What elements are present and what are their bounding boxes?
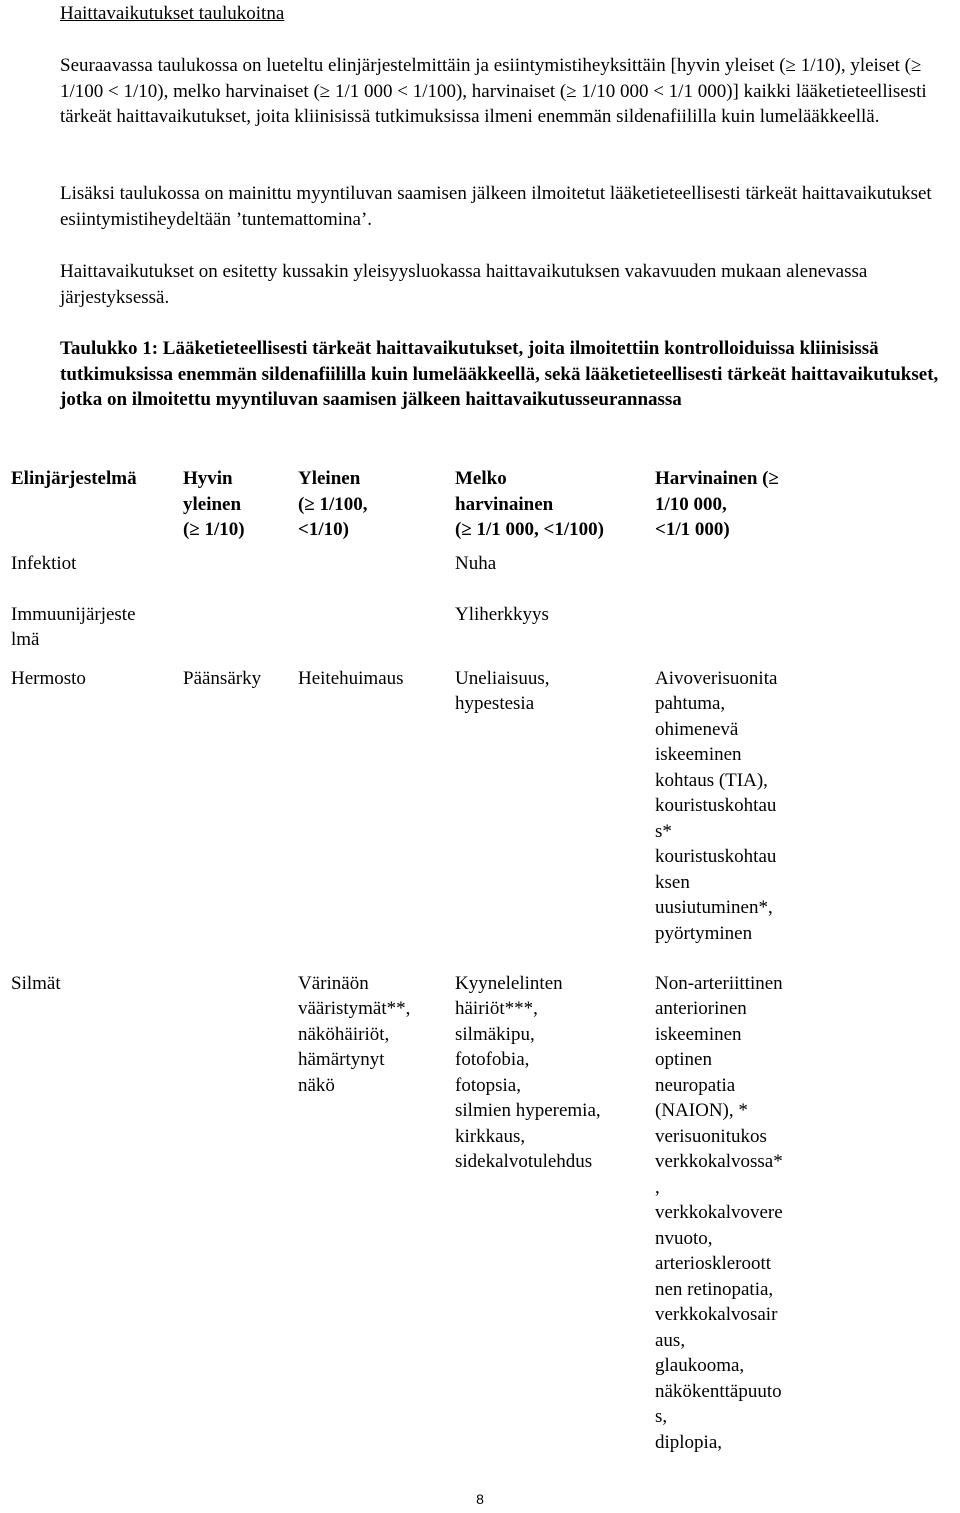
cell-uncommon <box>444 543 644 594</box>
cell-uncommon <box>444 658 644 963</box>
cell-line: vääristymät**, <box>298 998 411 1019</box>
page-number: 8 <box>476 1491 484 1507</box>
cell-very-common <box>172 963 287 1456</box>
cell-line: Uneliaisuus, <box>455 667 550 689</box>
cell-line: kirkkaus, <box>455 1125 526 1147</box>
cell-line: kouristuskohtau <box>655 846 777 867</box>
cell-line: iskeeminen <box>655 1023 742 1045</box>
cell-line: näkökenttäpuuto <box>655 1380 782 1402</box>
cell-line: , <box>655 1176 660 1198</box>
table-header-row <box>0 458 960 543</box>
cell-line: näkö <box>298 1074 335 1096</box>
cell-very-common <box>172 594 287 658</box>
cell-very-common <box>172 543 287 594</box>
cell-line: aus, <box>655 1329 686 1351</box>
ordering-paragraph: Haittavaikutukset on esitetty kussakin yleisyysluokassa haittavaikutuksen vakavuuden mukaan alenevassa järjestyksessä. <box>60 261 868 308</box>
cell-line: sidekalvotulehdus <box>455 1151 593 1172</box>
cell-line: fotopsia, <box>455 1074 521 1096</box>
cell-line: Päänsärky <box>183 667 262 689</box>
cell-line: neuropatia <box>655 1074 736 1096</box>
cell-line: 1/10 000, <box>655 493 727 515</box>
cell-line: s, <box>655 1406 668 1427</box>
postmarketing-paragraph: Lisäksi taulukossa on mainittu myyntiluvan saamisen jälkeen ilmoitetut lääketieteellisesti tärkeät haittavaikutukset esiintymistiheydeltään ’tuntemattomina’. <box>60 183 932 230</box>
cell-organ <box>0 658 172 963</box>
cell-line: verkkokalvovere <box>655 1202 783 1223</box>
cell-rare <box>644 543 960 594</box>
cell-common <box>287 658 444 963</box>
cell-uncommon <box>444 594 644 658</box>
header-organ-system: Elinjärjestelmä <box>11 468 137 489</box>
table-row <box>0 594 960 658</box>
cell-very-common <box>172 658 287 963</box>
cell-line: nen retinopatia, <box>655 1278 774 1300</box>
cell-line: (≥ 1/100, <box>298 493 368 515</box>
table-row <box>0 543 960 594</box>
intro-paragraph: Seuraavassa taulukossa on lueteltu elinjärjestelmittäin ja esiintymistiheyksittäin [hyvin yleiset (≥ 1/10), yleiset (≥ 1/100 < 1/10), melko harvinaiset (≥ 1/1 000 < 1/100), harvinaiset (≥ 1/10 000 < 1/1 000)] kaikki lääketieteellisesti tärkeät haittavaikutukset, joita kliinisissä tutkimuksissa ilmeni enemmän sildenafiililla kuin lumelääkkeellä. <box>60 55 927 127</box>
cell-line: Värinäön <box>298 972 369 994</box>
cell-rare <box>644 658 960 963</box>
cell-line: Nuha <box>455 552 497 574</box>
cell-line: kouristuskohtau <box>655 795 777 816</box>
cell-line: kohtaus (TIA), <box>655 769 768 791</box>
header-uncommon <box>444 458 644 543</box>
cell-line: Immuunijärjeste <box>11 603 136 625</box>
cell-line: diplopia, <box>655 1431 723 1453</box>
table-row <box>0 963 960 1456</box>
cell-line: Hermosto <box>11 667 86 689</box>
cell-common <box>287 543 444 594</box>
cell-line: hypestesia <box>455 693 535 714</box>
cell-line: optinen <box>655 1049 712 1070</box>
cell-line: Silmät <box>11 972 61 994</box>
header-rare <box>644 458 960 543</box>
cell-line: iskeeminen <box>655 744 742 765</box>
cell-line: anteriorinen <box>655 998 747 1019</box>
table-row <box>0 658 960 963</box>
cell-line: häiriöt***, <box>455 998 538 1019</box>
cell-common <box>287 594 444 658</box>
cell-line: uusiutuminen*, <box>655 897 773 918</box>
cell-organ <box>0 594 172 658</box>
header-very-common <box>172 458 287 543</box>
cell-line: Hyvin <box>183 468 233 489</box>
cell-line: s* <box>655 820 672 842</box>
cell-line: Yleinen <box>298 468 361 489</box>
cell-line: fotofobia, <box>455 1049 530 1070</box>
cell-uncommon <box>444 963 644 1456</box>
cell-line: ohimenevä <box>655 718 739 740</box>
cell-line: verkkokalvossa* <box>655 1151 783 1172</box>
cell-line: verisuonitukos <box>655 1125 767 1147</box>
cell-line: Yliherkkyys <box>455 603 549 625</box>
cell-line: arterioskleroott <box>655 1253 772 1274</box>
cell-line: silmien hyperemia, <box>455 1100 601 1121</box>
cell-line: pyörtyminen <box>655 922 753 944</box>
cell-common <box>287 963 444 1456</box>
cell-line: <1/10) <box>298 519 349 540</box>
cell-line: Kyynelelinten <box>455 972 563 994</box>
cell-line: lmä <box>11 629 40 650</box>
cell-line: harvinainen <box>455 493 554 515</box>
cell-line: silmäkipu, <box>455 1023 535 1045</box>
cell-rare <box>644 963 960 1456</box>
cell-line: verkkokalvosair <box>655 1304 778 1325</box>
cell-line: ksen <box>655 871 690 893</box>
cell-line: glaukooma, <box>655 1355 745 1376</box>
cell-organ <box>0 543 172 594</box>
cell-line: <1/1 000) <box>655 519 730 540</box>
cell-line: pahtuma, <box>655 693 726 714</box>
cell-line: hämärtynyt <box>298 1049 385 1070</box>
cell-line: Melko <box>455 468 507 489</box>
cell-rare <box>644 594 960 658</box>
cell-line: Aivoverisuonita <box>655 667 778 689</box>
table-caption: Taulukko 1: Lääketieteellisesti tärkeät haittavaikutukset, joita ilmoitettiin kontrolloiduissa kliinisissä tutkimuksissa enemmän sildenafiililla kuin lumelääkkeellä, sekä lääketieteellisesti tärkeät haittavaikutukset, jotka on ilmoitettu myyntiluvan saamisen jälkeen haittavaikutusseurannassa <box>60 338 939 410</box>
header-common <box>287 458 444 543</box>
cell-line: näköhäiriöt, <box>298 1023 390 1045</box>
cell-line: (NAION), * <box>655 1100 748 1121</box>
cell-line: nvuoto, <box>655 1227 713 1249</box>
cell-line: (≥ 1/10) <box>183 519 245 540</box>
cell-organ <box>0 963 172 1456</box>
cell-line: Non-arteriittinen <box>655 972 783 994</box>
cell-line: Infektiot <box>11 552 77 574</box>
section-heading: Haittavaikutukset taulukoitna <box>60 3 285 24</box>
cell-line: yleinen <box>183 493 242 515</box>
cell-line: (≥ 1/1 000, <1/100) <box>455 519 604 540</box>
cell-line: Heitehuimaus <box>298 667 404 689</box>
adverse-effects-table <box>0 458 960 1455</box>
cell-line: Harvinainen (≥ <box>655 468 779 489</box>
